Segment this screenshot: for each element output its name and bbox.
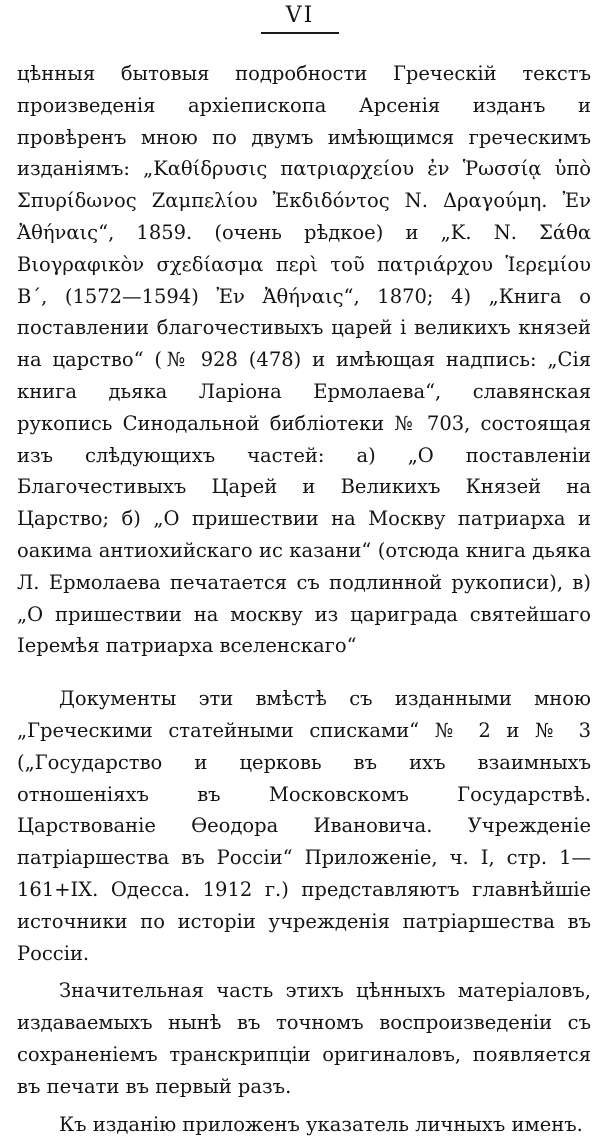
paragraph-materials: Значительная часть этихъ цѣнныхъ матеріаловъ, издаваемыхъ нынѣ въ точномъ воспроизведеніи съ сохраненіемъ транскрипціи оригиналовъ, появляется въ печати въ первый разъ.	[17, 975, 591, 1102]
paragraph-index: Къ изданію приложенъ указатель личныхъ именъ.	[17, 1109, 591, 1140]
page-number-underline	[261, 32, 339, 34]
page-number-header	[255, 2, 345, 36]
paragraph-continuation: цѣнныя бытовыя подробности Греческій текстъ произведенія архіепископа Арсенія изданъ и провѣренъ мною по двумъ имѣющимся греческимъ изданіямъ: „Καθίδρυσις πατριαρχείου ἐν Ῥωσσίᾳ ὑπὸ Σπυρίδωνος Ζαμπελίου Ἐκδιδόντος Ν. Δραγούμη. Ἐν Ἀθήναις“, 1859. (очень рѣдкое) и „Κ. Ν. Σάθα Βιογραφικὸν σχεδίασμα περὶ τοῦ πατριάρχου Ἱερεμίου Β΄, (1572—1594) Ἐν Ἀθήναις“, 1870; 4) „Книга о поставлении благочестивыхъ царей і великихъ князей на царство“ (№ 928 (478) и имѣющая надпись: „Сія книга дьяка Ларіона Ермолаева“, славянская рукопись Синодальной библіотеки № 703, состоящая изъ слѣдующихъ частей: а) „О поставленіи Благочестивыхъ Царей и Великихъ Князей на Царство; б) „О пришествии на Москву патриарха и оакима антиохийскаго ис казани“ (отсюда книга дьяка Л. Ермолаева печатается съ подлинной рукописи), в) „О пришествии на москву из цариграда святейшаго Іеремѣя патриарха вселенскаго“	[17, 58, 591, 662]
paragraph-documents: Документы эти вмѣстѣ съ изданными мною „Греческими статейными списками“ № 2 и № 3 („Государство и церковь въ ихъ взаимныхъ отношеніяхъ въ Московскомъ Государствѣ. Царствованіе Ѳеодора Ивановича. Учрежденіе патріаршества въ Россіи“ Приложеніе, ч. I, стр. 1—161+IX. Одесса. 1912 г.) представляютъ главнѣйшіе источники по исторіи учрежденія патріаршества въ Россіи.	[17, 683, 591, 969]
page-number: VI	[255, 2, 345, 30]
body-text	[17, 58, 591, 1140]
